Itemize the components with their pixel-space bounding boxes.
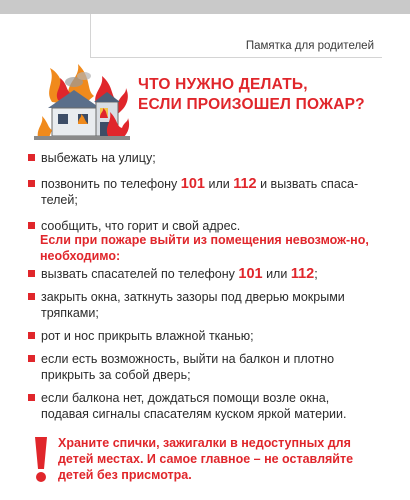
bullet-icon <box>28 154 35 161</box>
list-item <box>28 289 380 321</box>
list-item-text: выбежать на улицу; <box>41 151 156 165</box>
list-item-text: рот и нос прикрыть влажной тканью; <box>41 329 254 343</box>
phone-number: 112 <box>233 176 257 192</box>
list-item-text: если балкона нет, дождаться помощи возле окна, подавая сигналы спасателям куском яркой материи. <box>41 391 347 421</box>
list-item-text: или <box>262 267 291 281</box>
warning-block <box>32 435 382 483</box>
list-item-text: закрыть окна, заткнуть зазоры под дверью мокрыми тряпками; <box>41 290 345 320</box>
exclamation-icon <box>32 437 50 483</box>
action-list-2 <box>28 266 380 429</box>
list-item <box>28 150 380 166</box>
bullet-icon <box>28 394 35 401</box>
list-item-text: или <box>205 177 234 191</box>
header-label: Памятка для родителей <box>245 40 374 52</box>
action-list-1 <box>28 150 380 244</box>
bullet-icon <box>28 293 35 300</box>
list-item <box>28 266 380 282</box>
title-line-2: ЕСЛИ ПРОИЗОШЕЛ ПОЖАР? <box>138 96 365 113</box>
list-item-text: сообщить, что горит и свой адрес. <box>41 219 241 233</box>
list-item <box>28 328 380 344</box>
bullet-icon <box>28 270 35 277</box>
phone-number: 101 <box>180 176 205 192</box>
list-item <box>28 390 380 422</box>
list-item-text: вызвать спасателей по телефону <box>41 267 239 281</box>
bullet-icon <box>28 222 35 229</box>
list-item-text: ; <box>314 267 318 281</box>
bullet-icon <box>28 355 35 362</box>
list-item-text: позвонить по телефону <box>41 177 181 191</box>
top-stripe <box>0 0 410 14</box>
bullet-icon <box>28 332 35 339</box>
bullet-icon <box>28 180 35 187</box>
page-title <box>138 75 378 115</box>
subheading: Если при пожаре выйти из помещения невозмож-но, необходимо: <box>40 233 369 263</box>
list-item-text: и вызвать спаса-телей; <box>41 177 359 207</box>
list-item-text: если есть возможность, выйти на балкон и плотно прикрыть за собой дверь; <box>41 352 335 382</box>
phone-number: 112 <box>290 266 315 282</box>
header-divider-vertical <box>90 14 91 58</box>
title-line-1: ЧТО НУЖНО ДЕЛАТЬ, <box>138 76 308 93</box>
phone-number: 101 <box>238 266 263 282</box>
header-divider <box>90 57 382 58</box>
warning-text: Храните спички, зажигалки в недоступных для детей местах. И самое главное – не оставляйте детей без присмотра. <box>58 436 354 482</box>
list-item <box>28 351 380 383</box>
burning-house-icon <box>34 62 130 144</box>
list-item <box>28 176 380 208</box>
